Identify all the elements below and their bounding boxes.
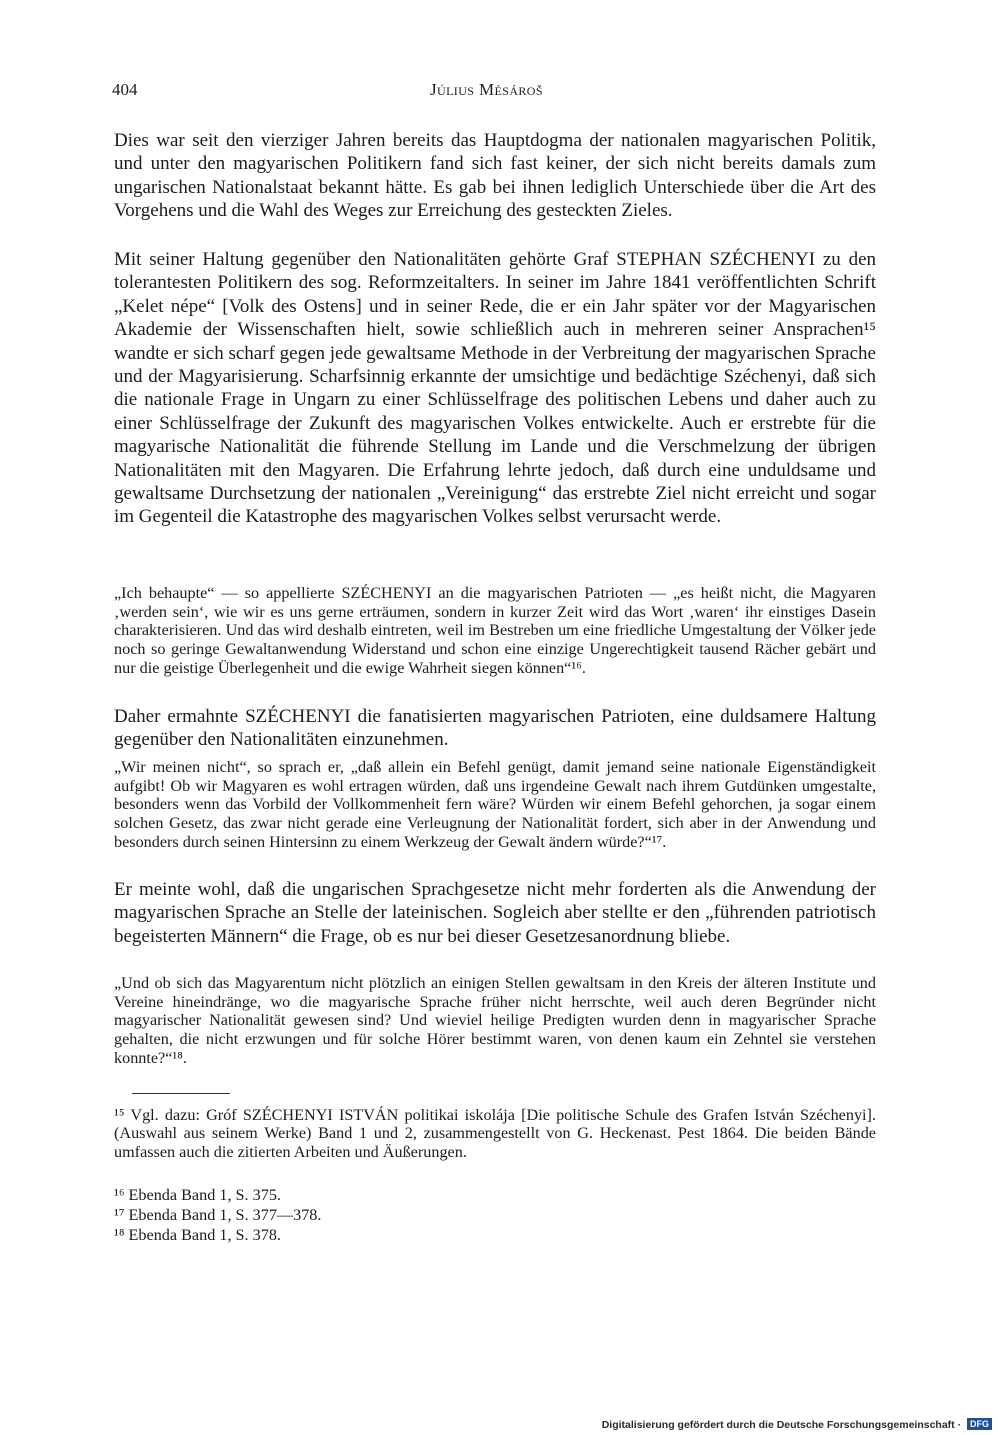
footnote-15: ¹⁵ Vgl. dazu: Gróf SZÉCHENYI ISTVÁN politikai iskolája [Die politische Schule des Grafen István Széchenyi]. (Auswahl aus seinem Werke) Band 1 und 2, zusammengestellt von G. Heckenast. Pest 1864. Die beiden Bände umfassen auch die zitierten Arbeiten und Äußerungen. (114, 1106, 876, 1161)
block-quote-3: „Und ob sich das Magyarentum nicht plötzlich an einigen Stellen gewaltsam in den Kreis der älteren Institute und Vereine hineindränge, wo die magyarische Sprache früher nicht herrschte, weil auch deren Begründer nicht magyarischer Nationalität gewesen sind? Und wieviel heilige Predigten wurden denn in magyarischer Sprache gehalten, die nicht erzwungen und für solche Hörer bestimmt waren, von denen kaum ein Zehntel sie verstehen konnte?“¹⁸. (114, 974, 876, 1067)
dfg-logo: DFG (967, 1418, 992, 1430)
footnote-separator (132, 1093, 230, 1094)
block-quote-2: „Wir meinen nicht“, so sprach er, „daß allein ein Befehl genügt, damit jemand seine nationale Eigenständigkeit aufgibt! Ob wir Magyaren es wohl ertragen würden, daß uns irgendeine Gewalt nach ihrem Gutdünken umgestalte, besonders wenn das Vorbild der Vollkommenheit fern wäre? Würden wir einem Befehl gehorchen, ja sogar einem solchen Gesetz, das zwar nicht gerade eine Verleugnung der Nationalität fordert, sich aber in der Anwendung und besonders durch seinen Hintersinn zu einem Werkzeug der Gewalt ändern würde?“¹⁷. (114, 758, 876, 851)
running-title: Július Mésároš (430, 80, 543, 99)
page-number: 404 (112, 80, 138, 99)
paragraph-ermahnung: Daher ermahnte SZÉCHENYI die fanatisierten magyarischen Patrioten, eine duldsamere Haltung gegenüber den Nationalitäten einzunehmen. (114, 706, 876, 751)
running-header (112, 80, 872, 106)
paragraph-intro: Dies war seit den vierziger Jahren bereits das Hauptdogma der nationalen magyarischen Politik, und unter den magyarischen Politikern fand sich fast keiner, der sich nicht bereits damals zum ungarischen Nationalstaat bekannt hätte. Es gab bei ihnen lediglich Unterschiede über die Art des Vorgehens und die Wahl des Weges zur Erreichung des gesteckten Zieles. (114, 130, 876, 222)
paragraph-szechenyi: Mit seiner Haltung gegenüber den Nationalitäten gehörte Graf STEPHAN SZÉCHENYI zu den tolerantesten Politikern des sog. Reformzeitalters. In seiner im Jahre 1841 veröffentlichten Schrift „Kelet népe“ [Volk des Ostens] und in seiner Rede, die er ein Jahr später vor der Magyarischen Akademie der Wissenschaften hielt, sowie schließlich auch in mehreren seiner Ansprachen¹⁵ wandte er sich scharf gegen jede gewaltsame Methode in der Verbreitung der magyarischen Sprache und der Magyarisierung. Scharfsinnig erkannte der umsichtige und bedächtige Széchenyi, daß sich die nationale Frage in Ungarn zu einer Schlüsselfrage des politischen Lebens und daher auch zu einer Schlüsselfrage der Zukunft des magyarischen Volkes entwickelte. Auch er erstrebte für die magyarische Nationalität die führende Stellung im Lande und die Verschmelzung der übrigen Nationalitäten mit den Magyaren. Die Erfahrung lehrte jedoch, daß durch eine unduldsame und gewaltsame Durchsetzung der nationalen „Vereinigung“ das erstrebte Ziel nicht erreicht und sogar im Gegenteil die Katastrophe des magyarischen Volkes selbst verursacht werde. (114, 249, 876, 528)
digitization-credit (602, 1418, 992, 1431)
footnote-18: ¹⁸ Ebenda Band 1, S. 378. (114, 1226, 281, 1244)
credit-text: Digitalisierung gefördert durch die Deutsche Forschungsgemeinschaft · (601, 1419, 962, 1431)
block-quote-1: „Ich behaupte“ — so appellierte SZÉCHENYI an die magyarischen Patrioten — „es heißt nicht, die Magyaren ‚werden sein‘, wie wir es uns gerne erträumen, sondern in kurzer Zeit wird das Wort ‚waren‘ ihr einstiges Dasein charakterisieren. Und das wird deshalb eintreten, weil im Bestreben um eine friedliche Umgestaltung der Völker jede noch so geringe Gewaltanwendung Widerstand und schon eine einzige Ungerechtigkeit tausend Rächer gebärt und nur die geistige Überlegenheit und die ewige Wahrheit siegen können“¹⁶. (114, 584, 876, 677)
footnote-16: ¹⁶ Ebenda Band 1, S. 375. (114, 1186, 281, 1204)
footnote-17: ¹⁷ Ebenda Band 1, S. 377—378. (114, 1206, 322, 1224)
paragraph-sprachgesetze: Er meinte wohl, daß die ungarischen Sprachgesetze nicht mehr forderten als die Anwendung der magyarischen Sprache an Stelle der lateinischen. Sogleich aber stellte er den „führenden patriotisch begeisterten Männern“ die Frage, ob es nur bei dieser Gesetzesanordnung bliebe. (114, 879, 876, 947)
